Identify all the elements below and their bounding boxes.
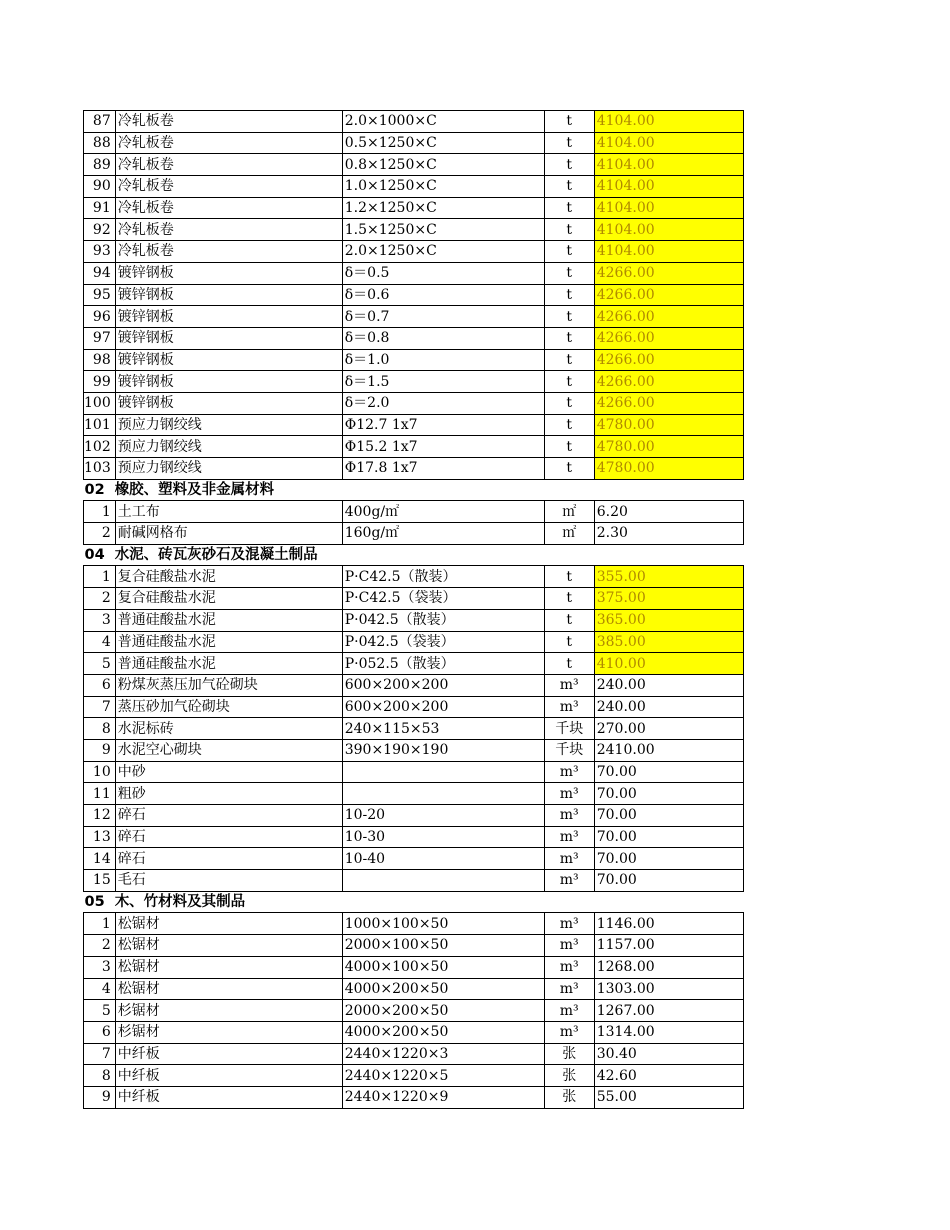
row-number-cell[interactable]: 4: [84, 631, 116, 653]
unit-cell[interactable]: t: [544, 197, 594, 219]
row-number-cell[interactable]: 89: [84, 154, 116, 176]
material-name-cell[interactable]: 镀锌钢板: [115, 349, 342, 371]
unit-cell[interactable]: m³: [544, 783, 594, 805]
table-row: [84, 653, 744, 675]
row-number-cell[interactable]: 6: [84, 674, 116, 696]
specification-cell[interactable]: 4000×100×50: [342, 956, 544, 978]
price-cell[interactable]: 70.00: [594, 761, 743, 783]
unit-cell[interactable]: 张: [544, 1086, 594, 1108]
price-cell[interactable]: 1268.00: [594, 956, 743, 978]
material-name-cell[interactable]: 预应力钢绞线: [115, 458, 342, 480]
section-code: 05: [84, 894, 105, 911]
specification-cell[interactable]: δ＝0.7: [342, 306, 544, 328]
specification-cell[interactable]: 600×200×200: [342, 696, 544, 718]
price-cell[interactable]: 410.00: [594, 653, 743, 675]
unit-cell[interactable]: m³: [544, 696, 594, 718]
row-number-cell[interactable]: 10: [84, 761, 116, 783]
specification-cell[interactable]: 2000×100×50: [342, 935, 544, 957]
row-number-cell[interactable]: 9: [84, 1086, 116, 1108]
row-number-cell[interactable]: 2: [84, 523, 116, 545]
unit-cell[interactable]: t: [544, 154, 594, 176]
table-row: [84, 609, 744, 631]
table-row: [84, 913, 744, 935]
unit-cell[interactable]: t: [544, 414, 594, 436]
unit-cell[interactable]: t: [544, 176, 594, 198]
table-row: [84, 262, 744, 284]
price-cell[interactable]: 240.00: [594, 696, 743, 718]
material-name-cell[interactable]: 耐碱网格布: [115, 523, 342, 545]
specification-cell[interactable]: δ＝0.6: [342, 284, 544, 306]
specification-cell[interactable]: 2440×1220×5: [342, 1065, 544, 1087]
price-cell[interactable]: 70.00: [594, 848, 743, 870]
table-row: [84, 1000, 744, 1022]
specification-cell[interactable]: [342, 783, 544, 805]
unit-cell[interactable]: t: [544, 392, 594, 414]
row-number-cell[interactable]: 97: [84, 327, 116, 349]
specification-cell[interactable]: P·C42.5（袋装）: [342, 588, 544, 610]
table-row: [84, 111, 744, 133]
material-name-cell[interactable]: 预应力钢绞线: [115, 436, 342, 458]
row-number-cell[interactable]: 2: [84, 588, 116, 610]
material-name-cell[interactable]: 冷轧板卷: [115, 219, 342, 241]
unit-cell[interactable]: t: [544, 219, 594, 241]
material-name-cell[interactable]: 普通硅酸盐水泥: [115, 631, 342, 653]
row-number-cell[interactable]: 92: [84, 219, 116, 241]
table-row: [84, 826, 744, 848]
unit-cell[interactable]: m³: [544, 805, 594, 827]
specification-cell[interactable]: 2.0×1000×C: [342, 111, 544, 133]
row-number-cell[interactable]: 99: [84, 371, 116, 393]
specification-cell[interactable]: δ＝0.5: [342, 262, 544, 284]
material-name-cell[interactable]: 预应力钢绞线: [115, 414, 342, 436]
table-row: [84, 566, 744, 588]
material-name-cell[interactable]: 冷轧板卷: [115, 111, 342, 133]
row-number-cell[interactable]: 8: [84, 718, 116, 740]
row-number-cell[interactable]: 14: [84, 848, 116, 870]
unit-cell[interactable]: m³: [544, 848, 594, 870]
specification-cell[interactable]: P·C42.5（散装）: [342, 566, 544, 588]
specification-cell[interactable]: [342, 761, 544, 783]
row-number-cell[interactable]: 88: [84, 132, 116, 154]
table-row: [84, 718, 744, 740]
price-cell[interactable]: 270.00: [594, 718, 743, 740]
unit-cell[interactable]: m³: [544, 1021, 594, 1043]
price-cell[interactable]: 2.30: [594, 523, 743, 545]
row-number-cell[interactable]: 3: [84, 609, 116, 631]
specification-cell[interactable]: 10-30: [342, 826, 544, 848]
specification-cell[interactable]: 4000×200×50: [342, 1021, 544, 1043]
row-number-cell[interactable]: 13: [84, 826, 116, 848]
row-number-cell[interactable]: 90: [84, 176, 116, 198]
unit-cell[interactable]: ㎡: [544, 501, 594, 523]
price-cell[interactable]: 4104.00: [594, 132, 743, 154]
row-number-cell[interactable]: 6: [84, 1021, 116, 1043]
price-cell[interactable]: 2410.00: [594, 739, 743, 761]
price-cell[interactable]: 4266.00: [594, 349, 743, 371]
section-title: [84, 479, 744, 501]
table-row: [84, 1065, 744, 1087]
table-row: [84, 761, 744, 783]
row-number-cell[interactable]: 2: [84, 935, 116, 957]
price-cell[interactable]: 70.00: [594, 826, 743, 848]
table-row: [84, 132, 744, 154]
material-name-cell[interactable]: 镀锌钢板: [115, 327, 342, 349]
unit-cell[interactable]: t: [544, 653, 594, 675]
material-name-cell[interactable]: 杉锯材: [115, 1021, 342, 1043]
row-number-cell[interactable]: 102: [84, 436, 116, 458]
unit-cell[interactable]: m³: [544, 956, 594, 978]
unit-cell[interactable]: t: [544, 436, 594, 458]
section-header-row: [84, 891, 744, 913]
material-name-cell[interactable]: 镀锌钢板: [115, 306, 342, 328]
material-name-cell[interactable]: 冷轧板卷: [115, 154, 342, 176]
table-row: [84, 284, 744, 306]
unit-cell[interactable]: t: [544, 241, 594, 263]
section-code: 02: [84, 482, 105, 499]
specification-cell[interactable]: [342, 870, 544, 892]
section-code: 04: [84, 547, 105, 564]
table-row: [84, 176, 744, 198]
table-row: [84, 327, 744, 349]
unit-cell[interactable]: m³: [544, 978, 594, 1000]
row-number-cell[interactable]: 5: [84, 1000, 116, 1022]
table-row: [84, 219, 744, 241]
price-cell[interactable]: 70.00: [594, 783, 743, 805]
material-name-cell[interactable]: 普通硅酸盐水泥: [115, 609, 342, 631]
specification-cell[interactable]: δ＝1.5: [342, 371, 544, 393]
specification-cell[interactable]: 2440×1220×3: [342, 1043, 544, 1065]
specification-cell[interactable]: 390×190×190: [342, 739, 544, 761]
specification-cell[interactable]: 1.2×1250×C: [342, 197, 544, 219]
row-number-cell[interactable]: 3: [84, 956, 116, 978]
section-title: [84, 891, 744, 913]
unit-cell[interactable]: m³: [544, 913, 594, 935]
row-number-cell[interactable]: 8: [84, 1065, 116, 1087]
specification-cell[interactable]: 10-40: [342, 848, 544, 870]
table-row: [84, 241, 744, 263]
specification-cell[interactable]: 2440×1220×9: [342, 1086, 544, 1108]
table-row: [84, 501, 744, 523]
specification-cell[interactable]: δ＝0.8: [342, 327, 544, 349]
material-name-cell[interactable]: 镀锌钢板: [115, 371, 342, 393]
price-cell[interactable]: 4780.00: [594, 436, 743, 458]
material-name-cell[interactable]: 松锯材: [115, 935, 342, 957]
unit-cell[interactable]: m³: [544, 935, 594, 957]
row-number-cell[interactable]: 93: [84, 241, 116, 263]
section-title-text: 橡胶、塑料及非金属材料: [114, 482, 275, 499]
material-name-cell[interactable]: 碎石: [115, 848, 342, 870]
material-name-cell[interactable]: 粉煤灰蒸压加气砼砌块: [115, 674, 342, 696]
row-number-cell[interactable]: 5: [84, 653, 116, 675]
table-row: [84, 154, 744, 176]
table-row: [84, 349, 744, 371]
unit-cell[interactable]: m³: [544, 761, 594, 783]
table-row: [84, 458, 744, 480]
unit-cell[interactable]: t: [544, 111, 594, 133]
row-number-cell[interactable]: 1: [84, 566, 116, 588]
specification-cell[interactable]: δ＝1.0: [342, 349, 544, 371]
table-row: [84, 805, 744, 827]
price-cell[interactable]: 4266.00: [594, 371, 743, 393]
price-cell[interactable]: 55.00: [594, 1086, 743, 1108]
price-cell[interactable]: 1314.00: [594, 1021, 743, 1043]
price-cell[interactable]: 4780.00: [594, 414, 743, 436]
material-price-table: [83, 110, 744, 1109]
material-name-cell[interactable]: 镀锌钢板: [115, 262, 342, 284]
table-row: [84, 1043, 744, 1065]
unit-cell[interactable]: t: [544, 306, 594, 328]
row-number-cell[interactable]: 91: [84, 197, 116, 219]
price-cell[interactable]: 1146.00: [594, 913, 743, 935]
row-number-cell[interactable]: 9: [84, 739, 116, 761]
price-cell[interactable]: 4266.00: [594, 392, 743, 414]
material-name-cell[interactable]: 冷轧板卷: [115, 132, 342, 154]
row-number-cell[interactable]: 1: [84, 913, 116, 935]
section-title: [84, 544, 744, 566]
price-cell[interactable]: 4104.00: [594, 197, 743, 219]
specification-cell[interactable]: 1000×100×50: [342, 913, 544, 935]
row-number-cell[interactable]: 7: [84, 696, 116, 718]
price-cell[interactable]: 4266.00: [594, 284, 743, 306]
unit-cell[interactable]: m³: [544, 826, 594, 848]
price-cell[interactable]: 4104.00: [594, 219, 743, 241]
price-cell[interactable]: 4104.00: [594, 241, 743, 263]
specification-cell[interactable]: 0.8×1250×C: [342, 154, 544, 176]
material-name-cell[interactable]: 冷轧板卷: [115, 241, 342, 263]
unit-cell[interactable]: 张: [544, 1065, 594, 1087]
specification-cell[interactable]: 240×115×53: [342, 718, 544, 740]
specification-cell[interactable]: 160g/㎡: [342, 523, 544, 545]
price-cell[interactable]: 375.00: [594, 588, 743, 610]
unit-cell[interactable]: 千块: [544, 739, 594, 761]
table-row: [84, 848, 744, 870]
material-name-cell[interactable]: 水泥标砖: [115, 718, 342, 740]
price-cell[interactable]: 30.40: [594, 1043, 743, 1065]
specification-cell[interactable]: 400g/㎡: [342, 501, 544, 523]
price-cell[interactable]: 4266.00: [594, 262, 743, 284]
unit-cell[interactable]: t: [544, 349, 594, 371]
material-name-cell[interactable]: 普通硅酸盐水泥: [115, 653, 342, 675]
specification-cell[interactable]: 1.0×1250×C: [342, 176, 544, 198]
material-name-cell[interactable]: 镀锌钢板: [115, 284, 342, 306]
unit-cell[interactable]: t: [544, 588, 594, 610]
price-cell[interactable]: 4266.00: [594, 327, 743, 349]
price-cell[interactable]: 4780.00: [594, 458, 743, 480]
specification-cell[interactable]: 2.0×1250×C: [342, 241, 544, 263]
unit-cell[interactable]: t: [544, 609, 594, 631]
table-row: [84, 935, 744, 957]
price-cell[interactable]: 365.00: [594, 609, 743, 631]
unit-cell[interactable]: t: [544, 132, 594, 154]
table-row: [84, 371, 744, 393]
price-cell[interactable]: 4104.00: [594, 176, 743, 198]
table-row: [84, 306, 744, 328]
table-row: [84, 956, 744, 978]
unit-cell[interactable]: m³: [544, 674, 594, 696]
unit-cell[interactable]: t: [544, 262, 594, 284]
specification-cell[interactable]: 600×200×200: [342, 674, 544, 696]
table-row: [84, 436, 744, 458]
table-row: [84, 674, 744, 696]
price-cell[interactable]: 70.00: [594, 870, 743, 892]
specification-cell[interactable]: 1.5×1250×C: [342, 219, 544, 241]
specification-cell[interactable]: P·042.5（袋装）: [342, 631, 544, 653]
material-name-cell[interactable]: 中纤板: [115, 1065, 342, 1087]
row-number-cell[interactable]: 1: [84, 501, 116, 523]
price-cell[interactable]: 1157.00: [594, 935, 743, 957]
material-name-cell[interactable]: 中纤板: [115, 1086, 342, 1108]
material-name-cell[interactable]: 蒸压砂加气砼砌块: [115, 696, 342, 718]
row-number-cell[interactable]: 87: [84, 111, 116, 133]
price-cell[interactable]: 42.60: [594, 1065, 743, 1087]
material-name-cell[interactable]: 松锯材: [115, 956, 342, 978]
price-cell[interactable]: 240.00: [594, 674, 743, 696]
section-title-text: 水泥、砖瓦灰砂石及混凝土制品: [114, 547, 318, 564]
table-row: [84, 1021, 744, 1043]
row-number-cell[interactable]: 7: [84, 1043, 116, 1065]
row-number-cell[interactable]: 15: [84, 870, 116, 892]
price-cell[interactable]: 1267.00: [594, 1000, 743, 1022]
specification-cell[interactable]: 4000×200×50: [342, 978, 544, 1000]
table-row: [84, 414, 744, 436]
unit-cell[interactable]: m³: [544, 870, 594, 892]
material-name-cell[interactable]: 杉锯材: [115, 1000, 342, 1022]
row-number-cell[interactable]: 103: [84, 458, 116, 480]
specification-cell[interactable]: 10-20: [342, 805, 544, 827]
specification-cell[interactable]: 0.5×1250×C: [342, 132, 544, 154]
table-row: [84, 783, 744, 805]
material-name-cell[interactable]: 中砂: [115, 761, 342, 783]
unit-cell[interactable]: t: [544, 458, 594, 480]
material-name-cell[interactable]: 镀锌钢板: [115, 392, 342, 414]
row-number-cell[interactable]: 96: [84, 306, 116, 328]
price-cell[interactable]: 385.00: [594, 631, 743, 653]
material-name-cell[interactable]: 冷轧板卷: [115, 197, 342, 219]
price-cell[interactable]: 355.00: [594, 566, 743, 588]
specification-cell[interactable]: 2000×200×50: [342, 1000, 544, 1022]
table-row: [84, 978, 744, 1000]
specification-cell[interactable]: δ＝2.0: [342, 392, 544, 414]
row-number-cell[interactable]: 12: [84, 805, 116, 827]
row-number-cell[interactable]: 4: [84, 978, 116, 1000]
specification-cell[interactable]: P·052.5（散装）: [342, 653, 544, 675]
material-name-cell[interactable]: 碎石: [115, 826, 342, 848]
material-name-cell[interactable]: 松锯材: [115, 978, 342, 1000]
unit-cell[interactable]: t: [544, 566, 594, 588]
unit-cell[interactable]: ㎡: [544, 523, 594, 545]
row-number-cell[interactable]: 98: [84, 349, 116, 371]
price-cell[interactable]: 4104.00: [594, 111, 743, 133]
table-row: [84, 392, 744, 414]
material-name-cell[interactable]: 复合硅酸盐水泥: [115, 588, 342, 610]
material-name-cell[interactable]: 复合硅酸盐水泥: [115, 566, 342, 588]
price-cell[interactable]: 4104.00: [594, 154, 743, 176]
specification-cell[interactable]: Φ17.8 1x7: [342, 458, 544, 480]
material-name-cell[interactable]: 水泥空心砌块: [115, 739, 342, 761]
material-name-cell[interactable]: 粗砂: [115, 783, 342, 805]
table-row: [84, 197, 744, 219]
row-number-cell[interactable]: 11: [84, 783, 116, 805]
section-header-row: [84, 544, 744, 566]
unit-cell[interactable]: t: [544, 284, 594, 306]
material-name-cell[interactable]: 毛石: [115, 870, 342, 892]
specification-cell[interactable]: Φ15.2 1x7: [342, 436, 544, 458]
price-cell[interactable]: 1303.00: [594, 978, 743, 1000]
unit-cell[interactable]: t: [544, 371, 594, 393]
unit-cell[interactable]: m³: [544, 1000, 594, 1022]
table-row: [84, 870, 744, 892]
price-cell[interactable]: 70.00: [594, 805, 743, 827]
table-row: [84, 588, 744, 610]
section-title-text: 木、竹材料及其制品: [114, 894, 246, 911]
specification-cell[interactable]: Φ12.7 1x7: [342, 414, 544, 436]
row-number-cell[interactable]: 100: [84, 392, 116, 414]
material-name-cell[interactable]: 松锯材: [115, 913, 342, 935]
row-number-cell[interactable]: 94: [84, 262, 116, 284]
unit-cell[interactable]: 张: [544, 1043, 594, 1065]
material-name-cell[interactable]: 碎石: [115, 805, 342, 827]
material-name-cell[interactable]: 中纤板: [115, 1043, 342, 1065]
unit-cell[interactable]: t: [544, 631, 594, 653]
specification-cell[interactable]: P·042.5（散装）: [342, 609, 544, 631]
table-row: [84, 696, 744, 718]
unit-cell[interactable]: 千块: [544, 718, 594, 740]
material-name-cell[interactable]: 冷轧板卷: [115, 176, 342, 198]
table-row: [84, 739, 744, 761]
table-row: [84, 1086, 744, 1108]
table-row: [84, 523, 744, 545]
row-number-cell[interactable]: 101: [84, 414, 116, 436]
price-cell[interactable]: 6.20: [594, 501, 743, 523]
unit-cell[interactable]: t: [544, 327, 594, 349]
table-row: [84, 631, 744, 653]
section-header-row: [84, 479, 744, 501]
price-sheet: [83, 110, 744, 1109]
price-cell[interactable]: 4266.00: [594, 306, 743, 328]
material-name-cell[interactable]: 土工布: [115, 501, 342, 523]
row-number-cell[interactable]: 95: [84, 284, 116, 306]
